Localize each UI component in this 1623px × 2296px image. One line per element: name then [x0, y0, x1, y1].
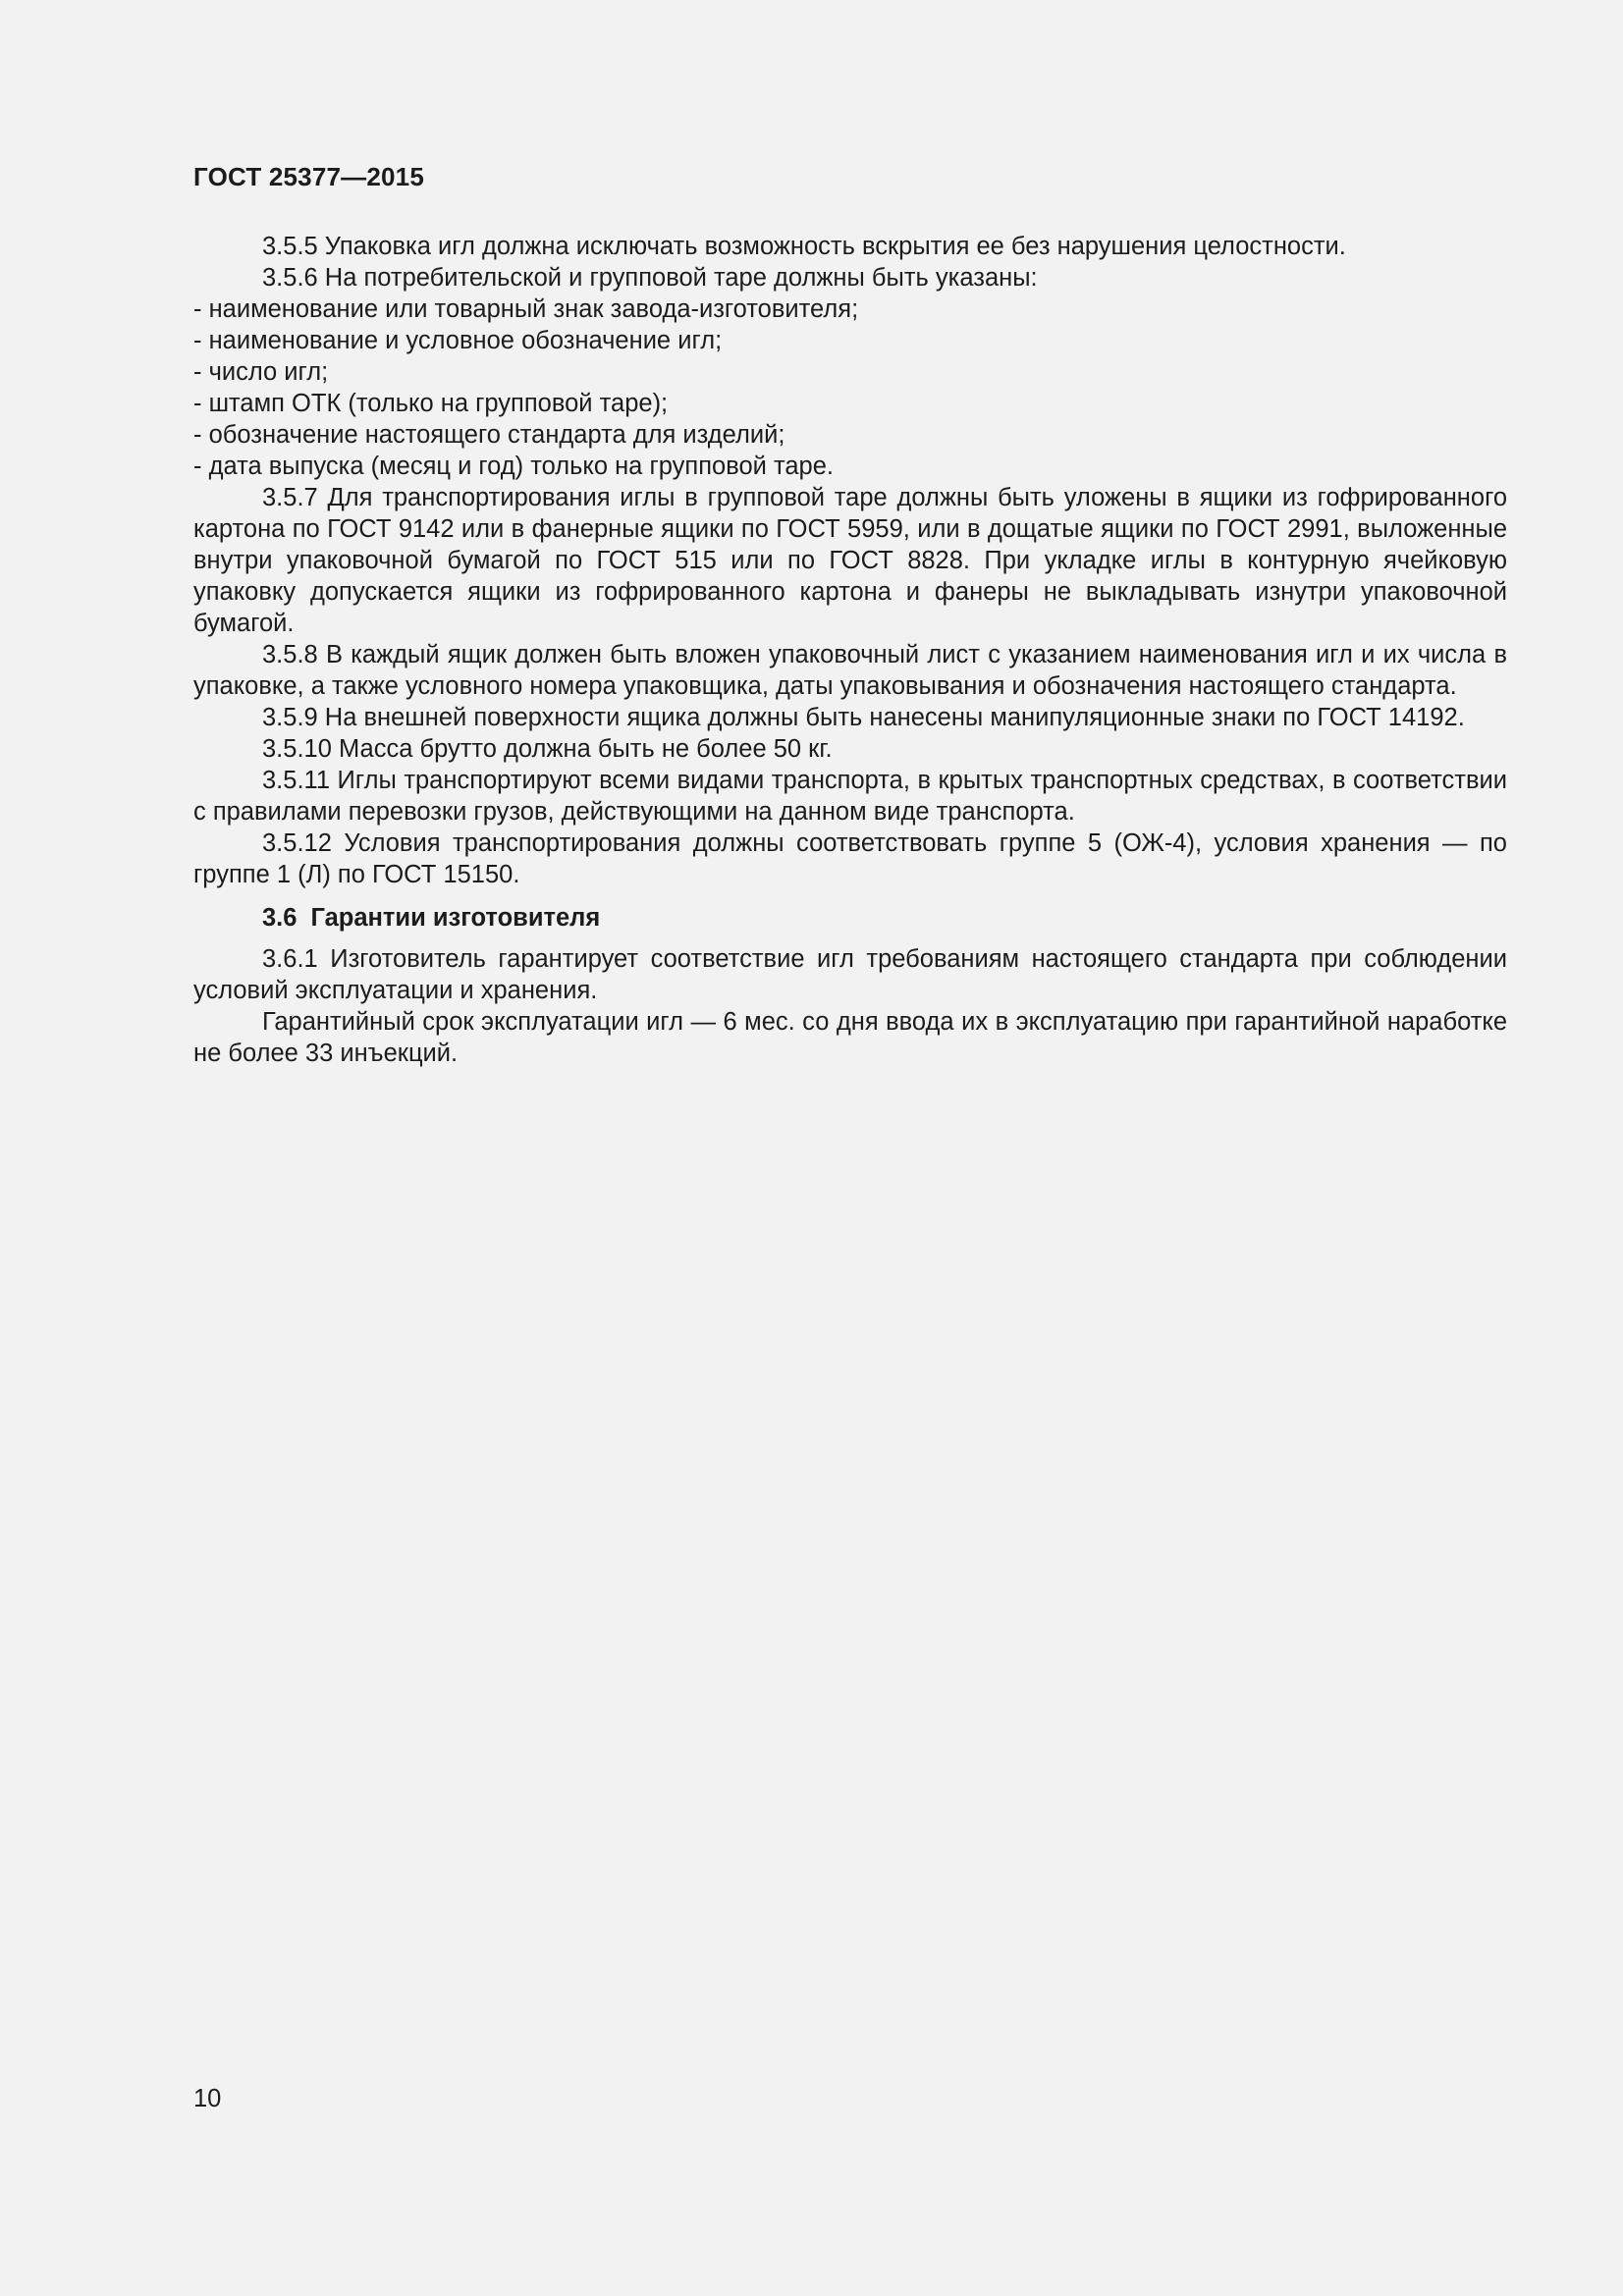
paragraph-3-5-10: 3.5.10 Масса брутто должна быть не более 50 кг.: [262, 735, 833, 763]
document-body: [193, 231, 1507, 1069]
section-title: Гарантии изготовителя: [310, 904, 601, 932]
paragraph-3-5-9: 3.5.9 На внешней поверхности ящика должны быть нанесены манипуляционные знаки по ГОСТ 14192.: [262, 704, 1465, 731]
page-number: 10: [193, 2085, 222, 2112]
section-heading-3-6: [193, 902, 1507, 934]
paragraph-3-5-5: 3.5.5 Упаковка игл должна исключать возможность вскрытия ее без нарушения целостности.: [262, 233, 1346, 260]
paragraph-3-5-11: 3.5.11 Иглы транспортируют всеми видами транспорта, в крытых транспортных средствах, в соответствии с правилами перевозки грузов, действующими на данном виде транспорта.: [193, 767, 1507, 826]
paragraph-3-5-6: 3.5.6 На потребительской и групповой таре должны быть указаны:: [262, 264, 1038, 292]
paragraph-3-6-1: 3.6.1 Изготовитель гарантирует соответствие игл требованиям настоящего стандарта при соблюдении условий эксплуатации и хранения.: [193, 945, 1507, 1004]
list-item: - число игл;: [193, 358, 329, 386]
section-number: 3.6: [262, 904, 298, 932]
list-item: - дата выпуска (месяц и год) только на групповой таре.: [193, 453, 834, 480]
paragraph-warranty: Гарантийный срок эксплуатации игл — 6 мес. со дня ввода их в эксплуатацию при гарантийной наработке не более 33 инъекций.: [193, 1008, 1507, 1067]
paragraph-3-5-8: 3.5.8 В каждый ящик должен быть вложен упаковочный лист с указанием наименования игл и их числа в упаковке, а также условного номера упаковщика, даты упаковывания и обозначения настоящего стандарта.: [193, 641, 1507, 700]
list-item: - наименование и условное обозначение игл;: [193, 327, 723, 354]
list-item: - наименование или товарный знак завода-изготовителя;: [193, 295, 859, 323]
document-header: ГОСТ 25377—2015: [193, 162, 424, 191]
list-item: - обозначение настоящего стандарта для изделий;: [193, 421, 785, 449]
list-item: - штамп ОТК (только на групповой таре);: [193, 390, 669, 417]
paragraph-3-5-12: 3.5.12 Условия транспортирования должны соответствовать группе 5 (ОЖ-4), условия хранения — по группе 1 (Л) по ГОСТ 15150.: [193, 829, 1507, 888]
paragraph-3-5-7: 3.5.7 Для транспортирования иглы в групповой таре должны быть уложены в ящики из гофрированного картона по ГОСТ 9142 или в фанерные ящики по ГОСТ 5959, или в дощатые ящики по ГОСТ 2991, выложенные внутри упаковочной бумагой по ГОСТ 515 или по ГОСТ 8828. При укладке иглы в контурную ячейковую упаковку допускается ящики из гофрированного картона и фанеры не выкладывать изнутри упаковочной бумагой.: [193, 484, 1507, 637]
